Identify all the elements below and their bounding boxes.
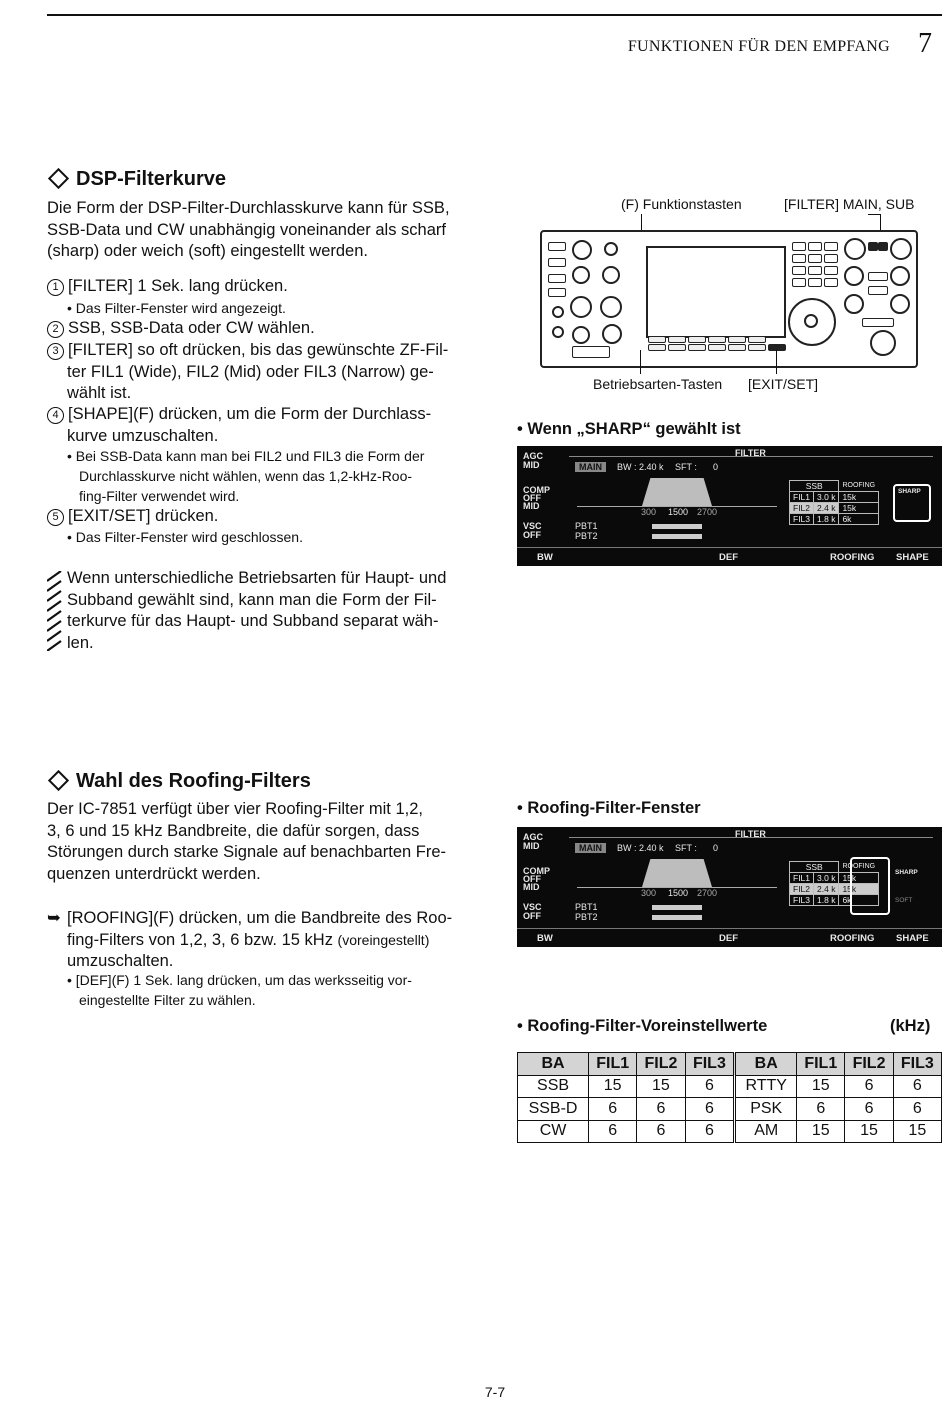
sharp-caption: • Wenn „SHARP“ gewählt ist	[517, 420, 741, 438]
button	[792, 242, 806, 251]
knob	[572, 240, 592, 260]
lcd-bw: BW : 2.40 k	[617, 462, 664, 472]
radio-display	[646, 246, 786, 338]
button	[548, 274, 566, 283]
button	[548, 258, 566, 267]
knob	[870, 330, 896, 356]
button	[824, 278, 838, 287]
step-5-note: • Das Filter-Fenster wird geschlossen.	[67, 529, 303, 545]
knob	[890, 238, 912, 260]
knob	[604, 242, 618, 256]
def-key: DEF	[719, 933, 738, 944]
table-row: SSB 15 15 6 RTTY 15 6 6	[518, 1075, 942, 1098]
button	[868, 286, 888, 295]
lcd-main-tag: MAIN	[575, 843, 606, 853]
shape-key: SHAPE	[896, 933, 929, 944]
roofing-presets-table	[517, 1052, 942, 1143]
section-title: FUNKTIONEN FÜR DEN EMPFANG	[627, 38, 890, 55]
table-row: CW 6 6 6 AM 15 15 15	[518, 1120, 942, 1143]
lcd-sft: SFT :	[675, 843, 697, 853]
pbt1-bar	[652, 524, 702, 529]
pbt1-label: PBT1	[575, 902, 598, 912]
button	[808, 278, 822, 287]
roofing-key: ROOFING	[830, 552, 875, 563]
chapter-number: 7	[918, 28, 932, 59]
knob	[844, 266, 864, 286]
table-header-row: BA FIL1 FIL2 FIL3 BA FIL1 FIL2 FIL3	[518, 1053, 942, 1076]
knob	[602, 266, 620, 284]
knob	[844, 294, 864, 314]
button	[792, 266, 806, 275]
step-5: 5 [EXIT/SET] drücken.	[47, 506, 218, 528]
function-key	[708, 336, 726, 343]
scale-mid: 1500	[668, 507, 689, 517]
mode-key	[748, 344, 766, 351]
button	[862, 318, 894, 327]
roofing-window-caption: • Roofing-Filter-Fenster	[517, 799, 701, 817]
roofing-heading: Wahl des Roofing-Filters	[47, 770, 311, 793]
pbt2-label: PBT2	[575, 912, 598, 922]
step-1: 1 [FILTER] 1 Sek. lang drücken.	[47, 276, 288, 298]
step-4: 4 [SHAPE](F) drücken, um die Form der Durchlass- kurve umzuschalten.	[47, 404, 431, 447]
scale-high: 2700	[697, 888, 718, 898]
diamond-icon	[48, 770, 69, 791]
passband-shape	[642, 478, 712, 506]
pbt1-label: PBT1	[575, 521, 598, 531]
filter-window-sharp	[517, 446, 942, 566]
exit-set-key	[768, 344, 786, 351]
pbt2-label: PBT2	[575, 531, 598, 541]
mode-key	[668, 344, 686, 351]
roofing-note: • [DEF](F) 1 Sek. lang drücken, um das werksseitig vor- eingestellte Filter zu wählen.	[67, 972, 412, 1008]
pbt2-bar	[652, 534, 702, 539]
knob	[602, 324, 622, 344]
knob	[844, 238, 866, 260]
label-exit-set: [EXIT/SET]	[748, 376, 819, 392]
diamond-icon	[48, 168, 69, 189]
step-4-note: • Bei SSB-Data kann man bei FIL2 und FIL3 die Form der Durchlasskurve nicht wählen, wenn das 1,2-kHz-Roo- fing-Filter verwendet wird.	[67, 448, 425, 504]
step-1-note: • Das Filter-Fenster wird angezeigt.	[67, 300, 286, 316]
knob	[600, 296, 622, 318]
scale-low: 300	[641, 888, 657, 898]
button	[824, 254, 838, 263]
button	[808, 254, 822, 263]
button	[808, 266, 822, 275]
function-key	[748, 336, 766, 343]
scale-mid: 1500	[668, 888, 689, 898]
lcd-sft-value: 0	[713, 843, 719, 853]
pbt2-bar	[652, 915, 702, 920]
page-number: 7-7	[484, 1384, 506, 1400]
bw-key: BW	[537, 552, 553, 563]
button	[548, 288, 566, 297]
roofing-step: ➥ [ROOFING](F) drücken, um die Bandbreite des Roo- fing-Filters von 1,2, 3, 6 bzw. 15 kHz (voreingestellt) umzuschalten.	[47, 909, 453, 970]
callout-line	[640, 350, 641, 374]
mode-key	[708, 344, 726, 351]
button	[792, 278, 806, 287]
knob	[552, 306, 564, 318]
roofing-selector	[850, 857, 890, 915]
roofing-table-caption: • Roofing-Filter-Voreinstellwerte	[517, 1017, 768, 1035]
scale-high: 2700	[697, 507, 718, 517]
lcd-sft: SFT :	[675, 462, 697, 472]
filter-sub-button	[878, 242, 888, 251]
knob	[890, 266, 910, 286]
roofing-key: ROOFING	[830, 933, 875, 944]
bw-key: BW	[537, 933, 553, 944]
lcd-side-panel: AGC MID COMP OFF MID VSC OFF	[523, 451, 550, 540]
lcd-main-tag: MAIN	[575, 462, 606, 472]
button	[572, 346, 610, 358]
mode-key	[648, 344, 666, 351]
mode-key	[688, 344, 706, 351]
knob	[890, 294, 910, 314]
knob	[572, 266, 590, 284]
label-filter-keys: [FILTER] MAIN, SUB	[784, 196, 915, 212]
shape-key: SHAPE	[896, 552, 929, 563]
step-2: 2 SSB, SSB-Data oder CW wählen.	[47, 318, 315, 340]
button	[868, 272, 888, 281]
scale-low: 300	[641, 507, 657, 517]
lcd-bw: BW : 2.40 k	[617, 843, 664, 853]
knob	[570, 296, 592, 318]
radio-front-panel	[540, 230, 918, 368]
shape-sharp-label: SHARP	[895, 869, 918, 876]
passband-shape	[642, 859, 712, 887]
callout-line	[868, 214, 880, 215]
lcd-sft-value: 0	[713, 462, 719, 472]
pbt1-bar	[652, 905, 702, 910]
button	[808, 242, 822, 251]
function-key	[648, 336, 666, 343]
label-mode-keys: Betriebsarten-Tasten	[593, 376, 723, 392]
note-icon	[47, 571, 63, 651]
roofing-intro: Der IC-7851 verfügt über vier Roofing-Filter mit 1,2, 3, 6 und 15 kHz Bandbreite, die dafür sorgen, dass Störungen durch starke Signale auf benachbarten Fre- quenzen unterdrückt werden.	[47, 800, 446, 883]
knob	[572, 326, 590, 344]
knob	[552, 326, 564, 338]
def-key: DEF	[719, 552, 738, 563]
main-dial-grip	[804, 314, 818, 328]
function-key	[728, 336, 746, 343]
lcd-side-panel: AGC MID COMP OFF MID VSC OFF	[523, 832, 550, 921]
table-row: SSB-D 6 6 6 PSK 6 6 6	[518, 1098, 942, 1121]
function-key	[668, 336, 686, 343]
table-unit: (kHz)	[890, 1017, 931, 1035]
filter-table: SSB ROOFING FIL1 3.0 k 15k FIL2 2.4 k 15k FIL3 1.8 k 6k	[789, 861, 879, 906]
header-rule	[47, 14, 942, 16]
filter-table: SSB ROOFING FIL1 3.0 k 15k FIL2 2.4 k 15k FIL3 1.8 k 6k	[789, 480, 879, 525]
dsp-heading: DSP-Filterkurve	[47, 168, 226, 191]
dsp-note: Wenn unterschiedliche Betriebsarten für Haupt- und Subband gewählt sind, kann man die Form der Fil- terkurve für das Haupt- und Subband separat wäh- len.	[67, 569, 447, 652]
mode-key	[728, 344, 746, 351]
arrow-icon: ➥	[47, 909, 61, 927]
button	[792, 254, 806, 263]
shape-soft-label: SOFT	[895, 897, 913, 904]
lcd-title: FILTER	[735, 448, 766, 458]
label-function-keys: (F) Funktionstasten	[621, 196, 742, 212]
callout-line	[776, 350, 777, 374]
shape-selector: SHARP	[893, 484, 931, 522]
step-3: 3 [FILTER] so oft drücken, bis das gewünschte ZF-Fil- ter FIL1 (Wide), FIL2 (Mid) oder FIL3 (Narrow) ge- wählt ist.	[47, 340, 448, 405]
dsp-intro: Die Form der DSP-Filter-Durchlasskurve kann für SSB, SSB-Data und CW unabhängig voneinander als scharf (sharp) oder weich (soft) eingestellt werden.	[47, 199, 450, 260]
filter-main-button	[868, 242, 878, 251]
function-key	[688, 336, 706, 343]
button	[548, 242, 566, 251]
button	[824, 242, 838, 251]
button	[824, 266, 838, 275]
lcd-title: FILTER	[735, 829, 766, 839]
filter-window-roofing	[517, 827, 942, 947]
